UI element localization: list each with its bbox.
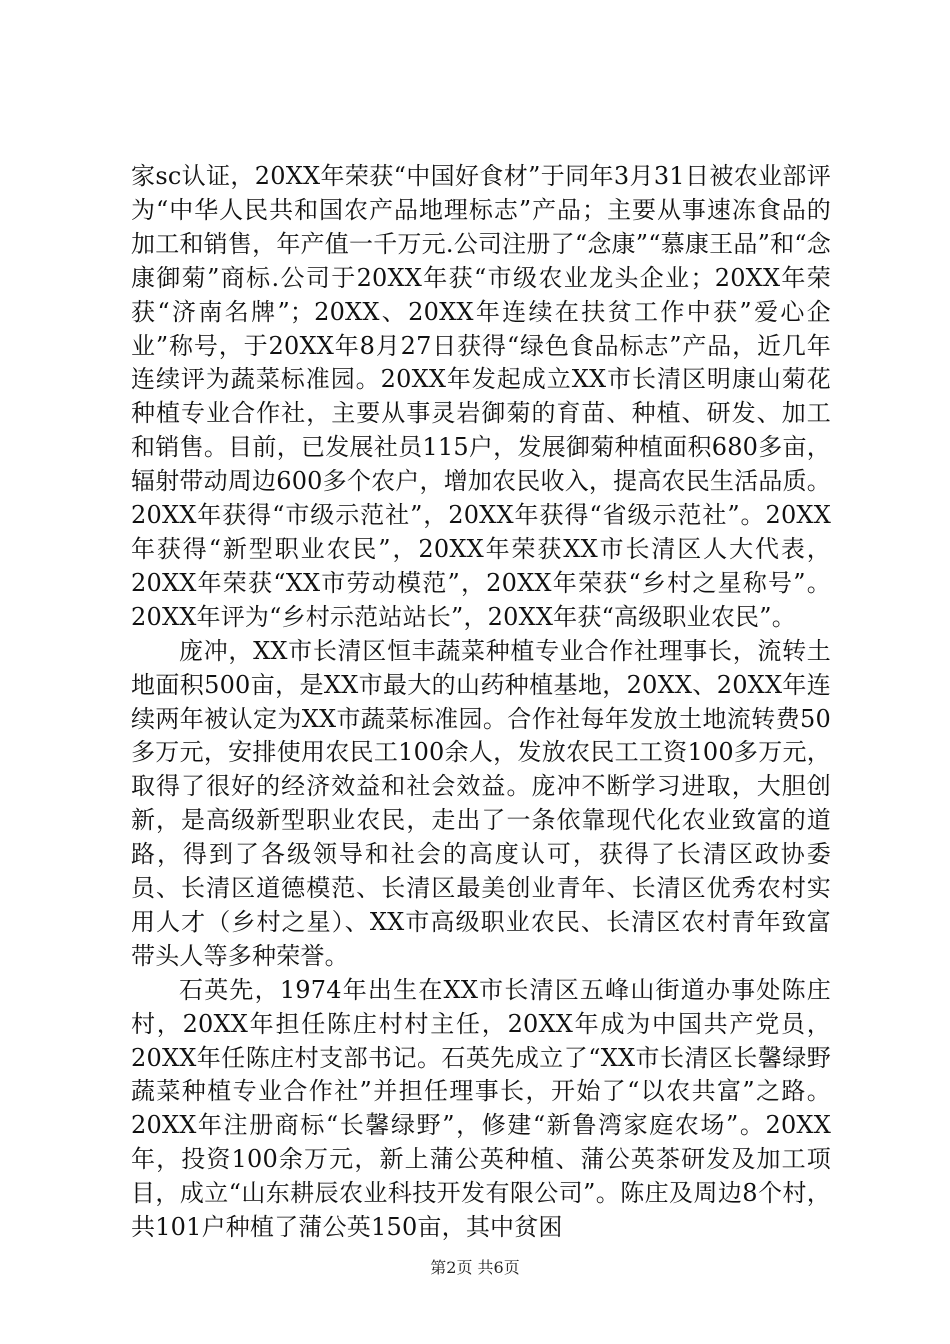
paragraph-continued: 家sc认证，20XX年荣获“中国好食材”于同年3月31日被农业部评为“中华人民共和国农产品地理标志”产品；主要从事速冻食品的加工和销售，年产值一千万元.公司注册了“念康”“慕康王品”和“念康御菊”商标.公司于20XX年获“市级农业龙头企业；20XX年荣获“济南名牌”；20XX、20XX年连续在扶贫工作中获”爱心企业”称号，于20XX年8月27日获得“绿色食品标志”产品，近几年连续评为蔬菜标准园。20XX年发起成立XX市长清区明康山菊花种植专业合作社，主要从事灵岩御菊的育苗、种植、研发、加工和销售。目前，已发展社员115户，发展御菊种植面积680多亩，辐射带动周边600多个农户，增加农民收入，提高农民生活品质。20XX年获得“市级示范社”，20XX年获得“省级示范社”。20XX年获得“新型职业农民”，20XX年荣获XX市长清区人大代表，20XX年荣获“XX市劳动模范”，20XX年荣获“乡村之星称号”。20XX年评为“乡村示范站站长”，20XX年获“高级职业农民”。 <box>131 162 831 631</box>
paragraph-pang-chong: 庞冲，XX市长清区恒丰蔬菜种植专业合作社理事长，流转土地面积500亩，是XX市最大的山药种植基地，20XX、20XX年连续两年被认定为XX市蔬菜标准园。合作社每年发放土地流转费50多万元，安排使用农民工100余人，发放农民工工资100多万元，取得了很好的经济效益和社会效益。庞冲不断学习进取，大胆创新，是高级新型职业农民，走出了一条依靠现代化农业致富的道路，得到了各级领导和社会的高度认可，获得了长清区政协委员、长清区道德模范、长清区最美创业青年、长清区优秀农村实用人才（乡村之星）、XX市高级职业农民、长清区农村青年致富带头人等多种荣誉。 <box>131 636 831 970</box>
page-number-footer: 第2页 共6页 <box>430 1258 520 1277</box>
document-body <box>131 160 831 1245</box>
paragraph-shi-yingxian: 石英先，1974年出生在XX市长清区五峰山街道办事处陈庄村，20XX年担任陈庄村村主任，20XX年成为中国共产党员，20XX年任陈庄村支部书记。石英先成立了“XX市长清区长馨绿野蔬菜种植专业合作社”并担任理事长，开始了“以农共富”之路。20XX年注册商标“长馨绿野”，修建“新鲁湾家庭农场”。20XX年，投资100余万元，新上蒲公英种植、蒲公英茶研发及加工项目，成立“山东耕辰农业科技开发有限公司”。陈庄及周边8个村，共101户种植了蒲公英150亩，其中贫困 <box>131 975 831 1242</box>
